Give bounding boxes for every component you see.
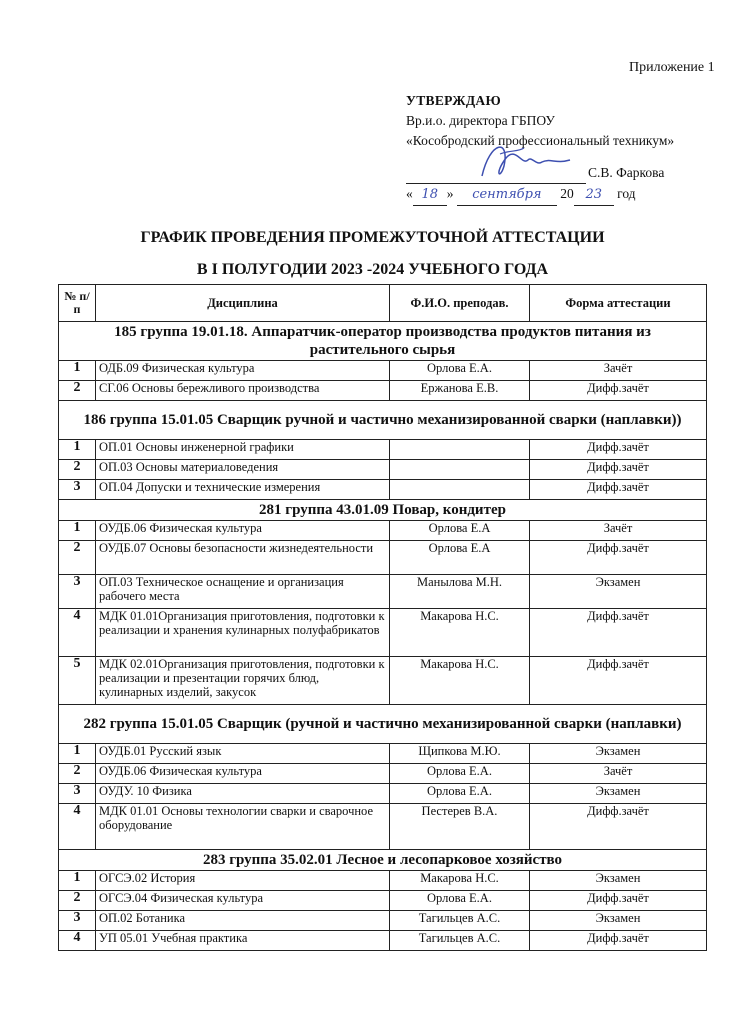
row-number: 3 <box>59 575 96 609</box>
table-header-row <box>59 285 707 322</box>
table-row <box>59 744 707 764</box>
table-row <box>59 480 707 500</box>
row-form: Дифф.зачёт <box>530 657 707 705</box>
header-discipline: Дисциплина <box>96 285 390 322</box>
row-discipline: СГ.06 Основы бережливого производства <box>96 381 390 401</box>
row-number: 5 <box>59 657 96 705</box>
approve-position: Вр.и.о. директора ГБПОУ <box>406 113 555 128</box>
group-title: 282 группа 15.01.05 Сварщик (ручной и частично механизированной сварки (наплавки) <box>59 705 707 744</box>
table-row <box>59 381 707 401</box>
row-number: 2 <box>59 764 96 784</box>
table-row <box>59 784 707 804</box>
row-teacher: Орлова Е.А. <box>390 361 530 381</box>
row-number: 2 <box>59 541 96 575</box>
date-open-quote: « <box>406 186 413 201</box>
row-discipline: ОГСЭ.02 История <box>96 871 390 891</box>
group-title: 186 группа 15.01.05 Сварщик ручной и частично механизированной сварки (наплавки)) <box>59 401 707 440</box>
row-form: Дифф.зачёт <box>530 804 707 850</box>
row-number: 3 <box>59 480 96 500</box>
handwritten-signature <box>470 136 580 186</box>
table-row <box>59 440 707 460</box>
header-form: Форма аттестации <box>530 285 707 322</box>
row-number: 1 <box>59 744 96 764</box>
row-discipline: МДК 01.01 Основы технологии сварки и сварочное оборудование <box>96 804 390 850</box>
row-form: Дифф.зачёт <box>530 891 707 911</box>
row-form: Дифф.зачёт <box>530 440 707 460</box>
row-number: 1 <box>59 440 96 460</box>
row-teacher: Макарова Н.С. <box>390 657 530 705</box>
row-form: Дифф.зачёт <box>530 480 707 500</box>
row-teacher <box>390 480 530 500</box>
row-form: Экзамен <box>530 784 707 804</box>
row-number: 4 <box>59 804 96 850</box>
row-number: 4 <box>59 609 96 657</box>
approve-title: УТВЕРЖДАЮ <box>406 93 501 108</box>
table-row <box>59 911 707 931</box>
row-number: 1 <box>59 871 96 891</box>
row-teacher <box>390 440 530 460</box>
row-form: Зачёт <box>530 361 707 381</box>
row-discipline: ОП.03 Основы материаловедения <box>96 460 390 480</box>
row-discipline: ОУДБ.07 Основы безопасности жизнедеятельности <box>96 541 390 575</box>
row-teacher: Орлова Е.А. <box>390 784 530 804</box>
row-discipline: ОУДБ.06 Физическая культура <box>96 764 390 784</box>
row-teacher: Орлова Е.А <box>390 541 530 575</box>
row-discipline: ОУДУ. 10 Физика <box>96 784 390 804</box>
row-teacher <box>390 460 530 480</box>
table-row <box>59 931 707 951</box>
date-year: 23 <box>574 185 614 206</box>
group-title: 185 группа 19.01.18. Аппаратчик-оператор производства продуктов питания из растительного сырья <box>59 322 707 361</box>
row-number: 3 <box>59 784 96 804</box>
group-row <box>59 850 707 871</box>
row-teacher: Макарова Н.С. <box>390 609 530 657</box>
date-century: 20 <box>560 186 574 201</box>
approve-org: «Кособродский профессиональный техникум» <box>406 133 675 148</box>
row-form: Экзамен <box>530 575 707 609</box>
approval-date <box>406 184 674 206</box>
row-discipline: ОП.01 Основы инженерной графики <box>96 440 390 460</box>
row-number: 3 <box>59 911 96 931</box>
group-title: 281 группа 43.01.09 Повар, кондитер <box>59 500 707 521</box>
row-teacher: Щипкова М.Ю. <box>390 744 530 764</box>
row-discipline: ОП.04 Допуски и технические измерения <box>96 480 390 500</box>
table-row <box>59 460 707 480</box>
row-number: 4 <box>59 931 96 951</box>
row-form: Зачёт <box>530 764 707 784</box>
row-number: 2 <box>59 381 96 401</box>
row-form: Экзамен <box>530 871 707 891</box>
row-teacher: Тагильцев А.С. <box>390 911 530 931</box>
document-title-line-2: В I ПОЛУГОДИИ 2023 -2024 УЧЕБНОГО ГОДА <box>196 261 549 278</box>
group-row <box>59 322 707 361</box>
row-teacher: Орлова Е.А <box>390 521 530 541</box>
row-number: 1 <box>59 521 96 541</box>
row-teacher: Орлова Е.А. <box>390 891 530 911</box>
row-form: Экзамен <box>530 911 707 931</box>
row-discipline: МДК 02.01Организация приготовления, подготовки к реализации и презентации горячих блюд, кулинарных изделий, закусок <box>96 657 390 705</box>
row-number: 2 <box>59 460 96 480</box>
attestation-table <box>58 284 707 951</box>
row-teacher: Пестерев В.А. <box>390 804 530 850</box>
row-form: Дифф.зачёт <box>530 541 707 575</box>
table-row <box>59 541 707 575</box>
row-discipline: ОДБ.09 Физическая культура <box>96 361 390 381</box>
row-number: 1 <box>59 361 96 381</box>
row-teacher: Орлова Е.А. <box>390 764 530 784</box>
row-teacher: Манылова М.Н. <box>390 575 530 609</box>
table-row <box>59 609 707 657</box>
appendix-label: Приложение 1 <box>629 60 715 75</box>
group-title: 283 группа 35.02.01 Лесное и лесопарковое хозяйство <box>59 850 707 871</box>
date-month: сентября <box>457 185 557 206</box>
table-row <box>59 361 707 381</box>
row-form: Экзамен <box>530 744 707 764</box>
table-row <box>59 804 707 850</box>
table-row <box>59 657 707 705</box>
row-form: Дифф.зачёт <box>530 381 707 401</box>
row-discipline: ОП.02 Ботаника <box>96 911 390 931</box>
row-number: 2 <box>59 891 96 911</box>
approver-name: С.В. Фаркова <box>588 165 665 180</box>
row-discipline: УП 05.01 Учебная практика <box>96 931 390 951</box>
row-discipline: ОУДБ.01 Русский язык <box>96 744 390 764</box>
row-form: Дифф.зачёт <box>530 609 707 657</box>
row-discipline: МДК 01.01Организация приготовления, подготовки к реализации и хранения кулинарных полуфабрикатов <box>96 609 390 657</box>
header-teacher: Ф.И.О. преподав. <box>390 285 530 322</box>
group-row <box>59 401 707 440</box>
group-row <box>59 705 707 744</box>
date-close-quote: » <box>446 186 454 201</box>
header-num: № п/п <box>59 285 96 322</box>
table-row <box>59 521 707 541</box>
row-form: Зачёт <box>530 521 707 541</box>
row-teacher: Макарова Н.С. <box>390 871 530 891</box>
row-teacher: Ержанова Е.В. <box>390 381 530 401</box>
table-row <box>59 764 707 784</box>
row-discipline: ОУДБ.06 Физическая культура <box>96 521 390 541</box>
table-row <box>59 871 707 891</box>
row-form: Дифф.зачёт <box>530 931 707 951</box>
group-row <box>59 500 707 521</box>
row-discipline: ОГСЭ.04 Физическая культура <box>96 891 390 911</box>
date-year-word: год <box>617 186 636 201</box>
row-form: Дифф.зачёт <box>530 460 707 480</box>
row-teacher: Тагильцев А.С. <box>390 931 530 951</box>
document-title-line-1: ГРАФИК ПРОВЕДЕНИЯ ПРОМЕЖУТОЧНОЙ АТТЕСТАЦИИ <box>140 229 605 246</box>
row-discipline: ОП.03 Техническое оснащение и организация рабочего места <box>96 575 390 609</box>
date-day: 18 <box>413 185 447 206</box>
table-row <box>59 575 707 609</box>
table-row <box>59 891 707 911</box>
